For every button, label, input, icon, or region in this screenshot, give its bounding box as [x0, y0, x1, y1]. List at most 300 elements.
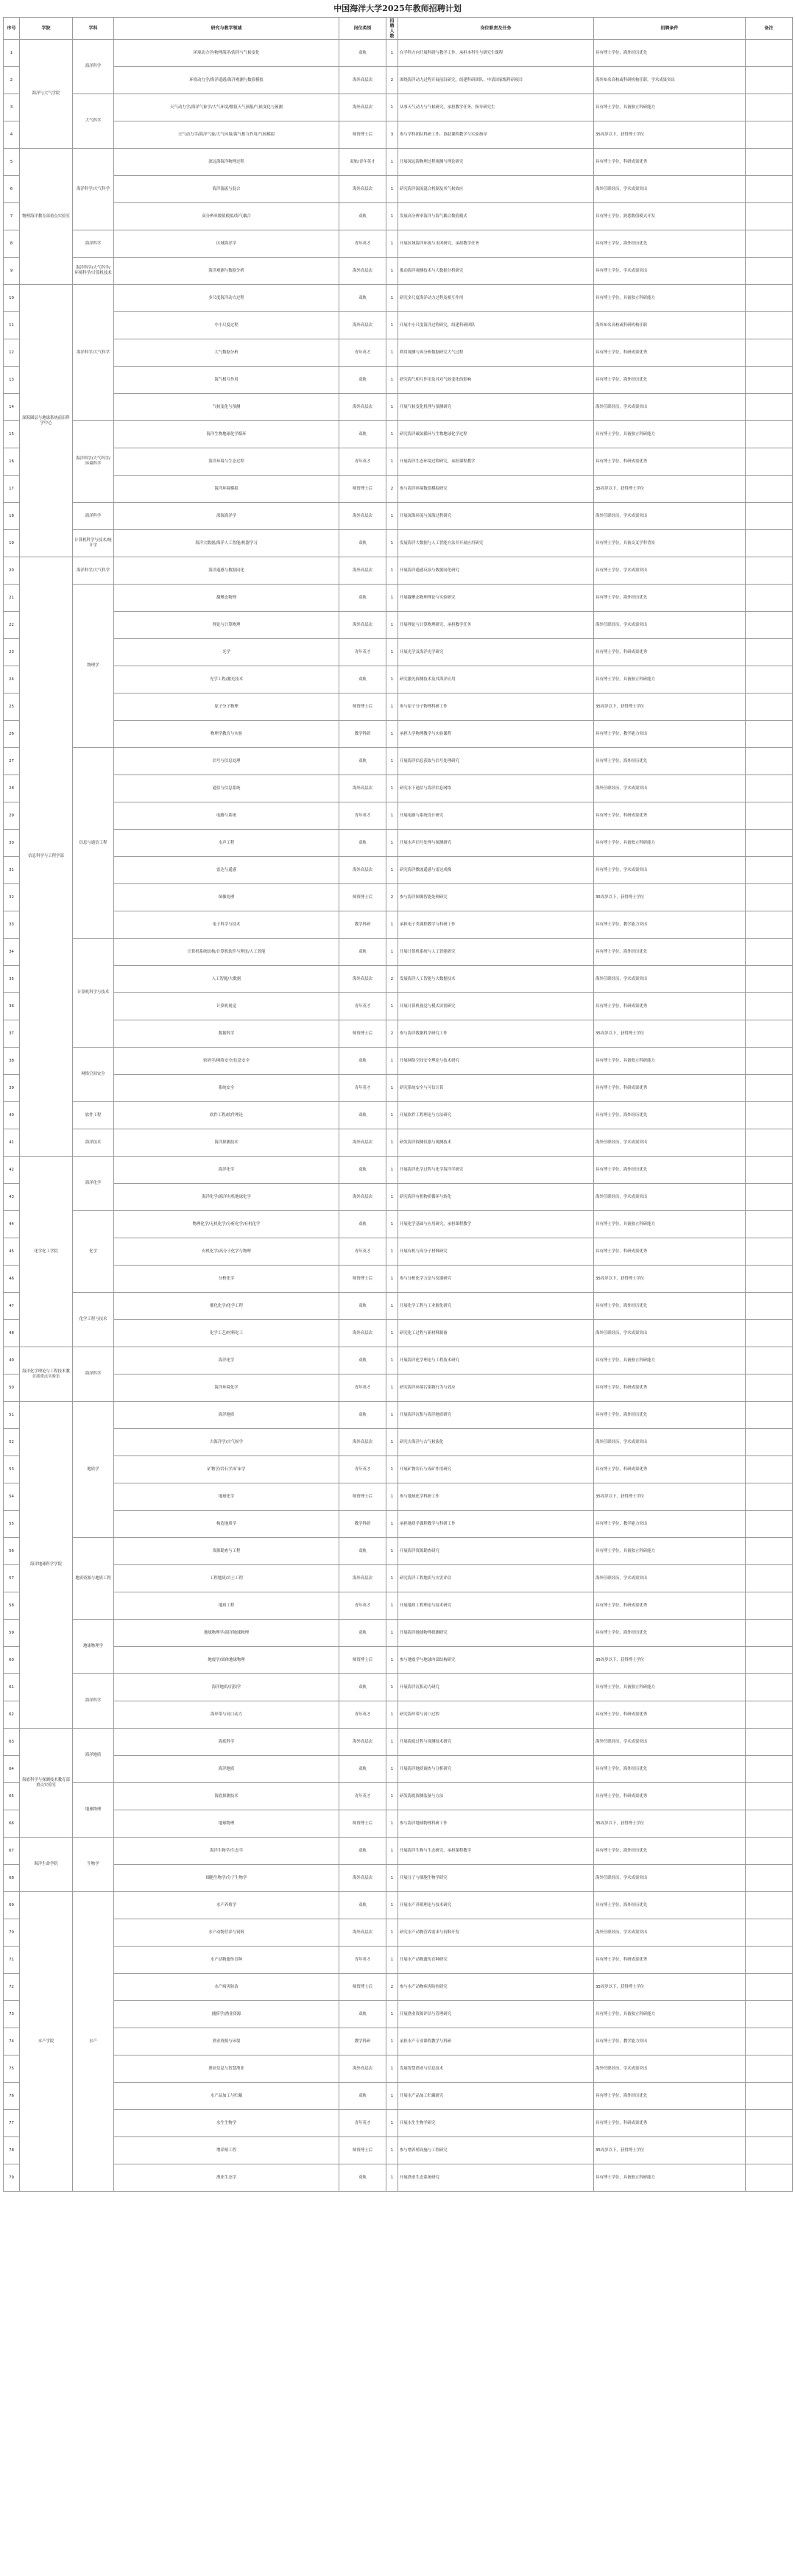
- row-number: 21: [4, 585, 20, 612]
- row-number: 54: [4, 1483, 20, 1511]
- type-cell: 海外高层次: [339, 612, 386, 639]
- row-number: 55: [4, 1511, 20, 1538]
- duties-cell: 承担电子类课程教学与科研工作: [398, 911, 594, 939]
- type-cell: 青年英才: [339, 339, 386, 367]
- count-cell: 1: [386, 1592, 398, 1620]
- duties-cell: 开展区域海洋环流与水团研究，承担教学任务: [398, 230, 594, 258]
- direction-cell: 催化化学/化学工程: [114, 1293, 339, 1320]
- note-cell: [746, 966, 793, 993]
- type-cell: 双轨: [339, 1293, 386, 1320]
- note-cell: [746, 1347, 793, 1375]
- note-cell: [746, 748, 793, 775]
- type-cell: 海外高层次: [339, 1129, 386, 1157]
- table-row: [4, 993, 793, 1020]
- conditions-cell: 海外任职经历，学术成果突出: [594, 503, 746, 530]
- row-number: 64: [4, 1756, 20, 1783]
- table-row: [4, 884, 793, 911]
- type-cell: 师资博士后: [339, 1020, 386, 1048]
- direction-cell: 物理化学/无机化学/分析化学/有机化学: [114, 1211, 339, 1238]
- count-cell: 1: [386, 394, 398, 421]
- table-row: [4, 775, 793, 802]
- count-cell: 1: [386, 1320, 398, 1347]
- direction-cell: 海洋地质/沉积学: [114, 1674, 339, 1701]
- duties-cell: 研究化工过程与新材料制备: [398, 1320, 594, 1347]
- note-cell: [746, 1320, 793, 1347]
- note-cell: [746, 1266, 793, 1293]
- conditions-cell: 具有博士学位，海外经历优先: [594, 1157, 746, 1184]
- row-number: 70: [4, 1919, 20, 1947]
- note-cell: [746, 694, 793, 721]
- duties-cell: 开展理论与计算物理研究，承担教学任务: [398, 612, 594, 639]
- direction-cell: 光学: [114, 639, 339, 666]
- discipline-cell: 地球物理学: [73, 1620, 114, 1674]
- count-cell: 1: [386, 503, 398, 530]
- type-cell: 师资博士后: [339, 884, 386, 911]
- table-row: [4, 2055, 793, 2083]
- direction-cell: 古海洋学/古气候学: [114, 1429, 339, 1456]
- type-cell: 青年英才: [339, 230, 386, 258]
- table-body: [4, 40, 793, 2192]
- row-number: 58: [4, 1592, 20, 1620]
- conditions-cell: 具有博士学位，海外经历优先: [594, 1756, 746, 1783]
- conditions-cell: 具有博士学位，具备独立科研能力: [594, 285, 746, 312]
- note-cell: [746, 312, 793, 339]
- count-cell: 1: [386, 1674, 398, 1701]
- table-row: [4, 1075, 793, 1102]
- row-number: 33: [4, 911, 20, 939]
- count-cell: 1: [386, 802, 398, 830]
- count-cell: 1: [386, 203, 398, 230]
- duties-cell: 开展分子与细胞生物学研究: [398, 1865, 594, 1892]
- duties-cell: 研究海洋湍流混合机制及其气候效应: [398, 176, 594, 203]
- count-cell: 1: [386, 1701, 398, 1729]
- discipline-cell: 地球物理: [73, 1783, 114, 1838]
- duties-cell: 开展渔业资源评估与管理研究: [398, 2001, 594, 2028]
- count-cell: 1: [386, 258, 398, 285]
- note-cell: [746, 1020, 793, 1048]
- count-cell: 1: [386, 2110, 398, 2137]
- type-cell: 师资博士后: [339, 1647, 386, 1674]
- type-cell: 青年英才: [339, 639, 386, 666]
- type-cell: 师资博士后: [339, 1974, 386, 2001]
- duties-cell: 开展渔业生态系统研究: [398, 2164, 594, 2192]
- note-cell: [746, 1865, 793, 1892]
- type-cell: 教学科研: [339, 1511, 386, 1538]
- direction-cell: 海岸带与河口动力: [114, 1701, 339, 1729]
- table-row: [4, 666, 793, 694]
- type-cell: 海外高层次: [339, 1729, 386, 1756]
- count-cell: 1: [386, 1375, 398, 1402]
- type-cell: 双轨: [339, 367, 386, 394]
- count-cell: 2: [386, 966, 398, 993]
- note-cell: [746, 476, 793, 503]
- note-cell: [746, 1783, 793, 1810]
- note-cell: [746, 1184, 793, 1211]
- count-cell: 1: [386, 1456, 398, 1483]
- note-cell: [746, 1429, 793, 1456]
- row-number: 75: [4, 2055, 20, 2083]
- type-cell: 青年英才: [339, 1238, 386, 1266]
- note-cell: [746, 448, 793, 476]
- conditions-cell: 具有博士学位，教学能力突出: [594, 911, 746, 939]
- table-row: [4, 2083, 793, 2110]
- conditions-cell: 海外任职经历，学术成果突出: [594, 1129, 746, 1157]
- row-number: 77: [4, 2110, 20, 2137]
- discipline-cell: 地质学: [73, 1402, 114, 1538]
- type-cell: 双轨: [339, 1402, 386, 1429]
- type-cell: 双轨: [339, 40, 386, 67]
- row-number: 62: [4, 1701, 20, 1729]
- direction-cell: 海洋化学: [114, 1347, 339, 1375]
- direction-cell: 分析化学: [114, 1266, 339, 1293]
- row-number: 60: [4, 1647, 20, 1674]
- duties-cell: 开展化学工程与工业催化研究: [398, 1293, 594, 1320]
- table-row: [4, 149, 793, 176]
- count-cell: 1: [386, 2001, 398, 2028]
- count-cell: 1: [386, 176, 398, 203]
- count-cell: 1: [386, 1511, 398, 1538]
- conditions-cell: 具有博士学位，具备独立科研能力: [594, 1347, 746, 1375]
- conditions-cell: 具有博士学位，教学能力突出: [594, 1511, 746, 1538]
- table-row: [4, 802, 793, 830]
- type-cell: 海外高层次: [339, 1865, 386, 1892]
- conditions-cell: 35周岁以下，获得博士学位: [594, 1020, 746, 1048]
- note-cell: [746, 1674, 793, 1701]
- duties-cell: 参与水产动物病害防控研究: [398, 1974, 594, 2001]
- row-number: 44: [4, 1211, 20, 1238]
- count-cell: 2: [386, 476, 398, 503]
- note-cell: [746, 1402, 793, 1429]
- row-number: 8: [4, 230, 20, 258]
- conditions-cell: 35周岁以下，获得博士学位: [594, 694, 746, 721]
- table-row: [4, 639, 793, 666]
- duties-cell: 开展水产动物遗传育种研究: [398, 1947, 594, 1974]
- duties-cell: 开展凝聚态物理理论与实验研究: [398, 585, 594, 612]
- type-cell: 双轨: [339, 1620, 386, 1647]
- note-cell: [746, 1947, 793, 1974]
- conditions-cell: 具有博士学位，教学能力突出: [594, 721, 746, 748]
- count-cell: 1: [386, 1538, 398, 1565]
- type-cell: 青年英才: [339, 802, 386, 830]
- row-number: 53: [4, 1456, 20, 1483]
- count-cell: 1: [386, 2083, 398, 2110]
- table-row: [4, 2001, 793, 2028]
- type-cell: 双轨: [339, 1157, 386, 1184]
- direction-cell: 海洋地质: [114, 1402, 339, 1429]
- header-conditions: 招聘条件: [594, 18, 746, 40]
- note-cell: [746, 1892, 793, 1919]
- type-cell: 双轨: [339, 203, 386, 230]
- direction-cell: 光学工程/激光技术: [114, 666, 339, 694]
- table-row: [4, 966, 793, 993]
- table-row: [4, 585, 793, 612]
- count-cell: 1: [386, 367, 398, 394]
- type-cell: 海外高层次: [339, 1320, 386, 1347]
- count-cell: 1: [386, 1838, 398, 1865]
- conditions-cell: 海外任职经历，学术成果突出: [594, 1865, 746, 1892]
- note-cell: [746, 1511, 793, 1538]
- row-number: 7: [4, 203, 20, 230]
- duties-cell: 参与海洋地球物理科研工作: [398, 1810, 594, 1838]
- header-type: 岗位类别: [339, 18, 386, 40]
- note-cell: [746, 40, 793, 67]
- type-cell: 双轨: [339, 1756, 386, 1783]
- conditions-cell: 35周岁以下，获得博士学位: [594, 2137, 746, 2164]
- header-duties: 岗位职责及任务: [398, 18, 594, 40]
- duties-cell: 研究系统安全与可信计算: [398, 1075, 594, 1102]
- direction-cell: 地震学/固体地球物理: [114, 1647, 339, 1674]
- type-cell: 师资博士后: [339, 121, 386, 149]
- discipline-cell: 海洋科学: [73, 1674, 114, 1729]
- direction-cell: 地质工程: [114, 1592, 339, 1620]
- table-row: [4, 1756, 793, 1783]
- direction-cell: 水声工程: [114, 830, 339, 857]
- row-number: 40: [4, 1102, 20, 1129]
- type-cell: 青年英才: [339, 448, 386, 476]
- direction-cell: 海洋环境化学: [114, 1375, 339, 1402]
- count-cell: 1: [386, 1266, 398, 1293]
- row-number: 18: [4, 503, 20, 530]
- row-number: 9: [4, 258, 20, 285]
- direction-cell: 多尺度海洋动力过程: [114, 285, 339, 312]
- duties-cell: 开展深远海物理过程观测与理论研究: [398, 149, 594, 176]
- row-number: 23: [4, 639, 20, 666]
- row-number: 79: [4, 2164, 20, 2192]
- note-cell: [746, 2164, 793, 2192]
- count-cell: 1: [386, 230, 398, 258]
- conditions-cell: 海外任职经历，学术成果突出: [594, 1429, 746, 1456]
- note-cell: [746, 1102, 793, 1129]
- table-row: [4, 612, 793, 639]
- direction-cell: 化学工艺/材料化工: [114, 1320, 339, 1347]
- type-cell: 双轨: [339, 1048, 386, 1075]
- duties-cell: 研究海洋碳氮循环与生物地球化学过程: [398, 421, 594, 448]
- table-row: [4, 1129, 793, 1157]
- type-cell: 青年英才: [339, 993, 386, 1020]
- note-cell: [746, 585, 793, 612]
- note-cell: [746, 666, 793, 694]
- table-row: [4, 285, 793, 312]
- type-cell: 双轨: [339, 2083, 386, 2110]
- row-number: 65: [4, 1783, 20, 1810]
- count-cell: 1: [386, 94, 398, 121]
- type-cell: 双轨/青年英才: [339, 149, 386, 176]
- discipline-cell: 海洋科学/大气科学: [73, 557, 114, 585]
- conditions-cell: 35周岁以下，获得博士学位: [594, 476, 746, 503]
- duties-cell: 开展电路与系统设计研究: [398, 802, 594, 830]
- table-row: [4, 939, 793, 966]
- row-number: 46: [4, 1266, 20, 1293]
- type-cell: 双轨: [339, 2164, 386, 2192]
- note-cell: [746, 993, 793, 1020]
- conditions-cell: 具有博士学位，海外经历优先: [594, 1102, 746, 1129]
- row-number: 6: [4, 176, 20, 203]
- note-cell: [746, 802, 793, 830]
- note-cell: [746, 1838, 793, 1865]
- table-row: [4, 1429, 793, 1456]
- type-cell: 师资博士后: [339, 2137, 386, 2164]
- table-row: [4, 1838, 793, 1865]
- table-row: [4, 1184, 793, 1211]
- note-cell: [746, 1647, 793, 1674]
- row-number: 12: [4, 339, 20, 367]
- duties-cell: 开展网络空间安全理论与技术研究: [398, 1048, 594, 1075]
- note-cell: [746, 1919, 793, 1947]
- table-row: [4, 1402, 793, 1429]
- college-cell: 物理海洋教育部重点实验室: [20, 149, 73, 285]
- table-row: [4, 2137, 793, 2164]
- type-cell: 双轨: [339, 830, 386, 857]
- row-number: 59: [4, 1620, 20, 1647]
- type-cell: 教学科研: [339, 2028, 386, 2055]
- duties-cell: 开展海洋地质调查与分析研究: [398, 1756, 594, 1783]
- direction-cell: 海洋大数据/海洋人工智能/机器学习: [114, 530, 339, 557]
- table-row: [4, 1375, 793, 1402]
- type-cell: 教学科研: [339, 721, 386, 748]
- count-cell: 1: [386, 1647, 398, 1674]
- table-row: [4, 2028, 793, 2055]
- discipline-cell: 软件工程: [73, 1102, 114, 1129]
- row-number: 22: [4, 612, 20, 639]
- direction-cell: 密码学/网络安全/信息安全: [114, 1048, 339, 1075]
- type-cell: 青年英才: [339, 1456, 386, 1483]
- table-row: [4, 1511, 793, 1538]
- type-cell: 师资博士后: [339, 476, 386, 503]
- type-cell: 双轨: [339, 939, 386, 966]
- conditions-cell: 海外任职经历，学术成果突出: [594, 966, 746, 993]
- college-cell: 水产学院: [20, 1892, 73, 2192]
- type-cell: 双轨: [339, 1102, 386, 1129]
- type-cell: 青年英才: [339, 2110, 386, 2137]
- note-cell: [746, 1048, 793, 1075]
- count-cell: 1: [386, 40, 398, 67]
- college-cell: 海底科学与探测技术教育部重点实验室: [20, 1729, 73, 1838]
- row-number: 66: [4, 1810, 20, 1838]
- duties-cell: 研究多尺度海洋动力过程及相互作用: [398, 285, 594, 312]
- count-cell: 1: [386, 585, 398, 612]
- table-row: [4, 176, 793, 203]
- discipline-cell: 地质资源与地质工程: [73, 1538, 114, 1620]
- table-row: [4, 1538, 793, 1565]
- duties-cell: 开展计算机视觉与模式识别研究: [398, 993, 594, 1020]
- conditions-cell: 具有博士学位，科研成果优秀: [594, 448, 746, 476]
- count-cell: 2: [386, 1020, 398, 1048]
- count-cell: 1: [386, 993, 398, 1020]
- duties-cell: 发展高分辨率海洋与海气耦合数值模式: [398, 203, 594, 230]
- direction-cell: 海洋生物地球化学循环: [114, 421, 339, 448]
- count-cell: 1: [386, 1783, 398, 1810]
- table-row: [4, 1238, 793, 1266]
- direction-cell: 区域海洋学: [114, 230, 339, 258]
- duties-cell: 开展海洋遥感反演与数据同化研究: [398, 557, 594, 585]
- row-number: 38: [4, 1048, 20, 1075]
- conditions-cell: 具有博士学位，海外经历优先: [594, 367, 746, 394]
- note-cell: [746, 1129, 793, 1157]
- duties-cell: 利用观测与再分析数据研究大气过程: [398, 339, 594, 367]
- conditions-cell: 具有博士学位，具备独立科研能力: [594, 830, 746, 857]
- direction-cell: 海洋遥感与数据同化: [114, 557, 339, 585]
- count-cell: 1: [386, 1865, 398, 1892]
- conditions-cell: 海外知名高校或科研机构任职，学术成果突出: [594, 67, 746, 94]
- direction-cell: 捕捞学/渔业资源: [114, 2001, 339, 2028]
- count-cell: 1: [386, 666, 398, 694]
- duties-cell: 在学科方向开展科研与教学工作，承担本科生与研究生课程: [398, 40, 594, 67]
- note-cell: [746, 2028, 793, 2055]
- table-row: [4, 1102, 793, 1129]
- table-row: [4, 40, 793, 67]
- count-cell: 1: [386, 2164, 398, 2192]
- conditions-cell: 具有博士学位，科研成果优秀: [594, 1947, 746, 1974]
- discipline-cell: 物理学: [73, 585, 114, 748]
- conditions-cell: 海外任职经历，学术成果突出: [594, 1320, 746, 1347]
- direction-cell: 人工智能/大数据: [114, 966, 339, 993]
- row-number: 25: [4, 694, 20, 721]
- count-cell: 1: [386, 1429, 398, 1456]
- type-cell: 海外高层次: [339, 775, 386, 802]
- conditions-cell: 具有博士学位，海外经历优先: [594, 939, 746, 966]
- table-row: [4, 421, 793, 448]
- direction-cell: 海洋地质: [114, 1756, 339, 1783]
- conditions-cell: 海外任职经历，学术成果突出: [594, 176, 746, 203]
- direction-cell: 天气动力学/海洋气象/大气环境/海气相互作用/气候模拟: [114, 121, 339, 149]
- row-number: 35: [4, 966, 20, 993]
- note-cell: [746, 1565, 793, 1592]
- direction-cell: 海洋环境与生态过程: [114, 448, 339, 476]
- direction-cell: 海底探测技术: [114, 1783, 339, 1810]
- table-row: [4, 1783, 793, 1810]
- direction-cell: 地球物理学/海洋地球物理: [114, 1620, 339, 1647]
- direction-cell: 构造地质学: [114, 1511, 339, 1538]
- direction-cell: 细胞生物学/分子生物学: [114, 1865, 339, 1892]
- row-number: 50: [4, 1375, 20, 1402]
- row-number: 2: [4, 67, 20, 94]
- duties-cell: 开展水声信号处理与探测研究: [398, 830, 594, 857]
- table-row: [4, 530, 793, 557]
- duties-cell: 研究海洋微波遥感与雷达成像: [398, 857, 594, 884]
- discipline-cell: 水产: [73, 1892, 114, 2192]
- direction-cell: 凝聚态物理: [114, 585, 339, 612]
- conditions-cell: 具有博士学位，具备独立科研能力: [594, 2001, 746, 2028]
- type-cell: 双轨: [339, 585, 386, 612]
- duties-cell: 开展深海环流与深海过程研究: [398, 503, 594, 530]
- conditions-cell: 具有博士学位，具备独立科研能力: [594, 421, 746, 448]
- row-number: 16: [4, 448, 20, 476]
- college-cell: 深海圈层与地球系统前沿科学中心: [20, 285, 73, 557]
- duties-cell: 开展有机与高分子材料研究: [398, 1238, 594, 1266]
- note-cell: [746, 339, 793, 367]
- note-cell: [746, 1701, 793, 1729]
- note-cell: [746, 258, 793, 285]
- row-number: 73: [4, 2001, 20, 2028]
- duties-cell: 承担水产专业课程教学与科研: [398, 2028, 594, 2055]
- duties-cell: 发展海洋大数据与人工智能方法并开展应用研究: [398, 530, 594, 557]
- note-cell: [746, 639, 793, 666]
- count-cell: 1: [386, 939, 398, 966]
- conditions-cell: 海外任职经历，学术成果突出: [594, 775, 746, 802]
- duties-cell: 开展海洋化学过程与化学海洋学研究: [398, 1157, 594, 1184]
- duties-cell: 开展海洋化学理论与工程技术研究: [398, 1347, 594, 1375]
- direction-cell: 海洋探测技术: [114, 1129, 339, 1157]
- note-cell: [746, 1620, 793, 1647]
- row-number: 56: [4, 1538, 20, 1565]
- duties-cell: 发展智慧渔业与信息技术: [398, 2055, 594, 2083]
- table-row: [4, 312, 793, 339]
- conditions-cell: 具有博士学位，海外经历优先: [594, 1838, 746, 1865]
- duties-cell: 开展矿物岩石与成矿作用研究: [398, 1456, 594, 1483]
- direction-cell: 海洋生物学/生态学: [114, 1838, 339, 1865]
- count-cell: 1: [386, 530, 398, 557]
- note-cell: [746, 94, 793, 121]
